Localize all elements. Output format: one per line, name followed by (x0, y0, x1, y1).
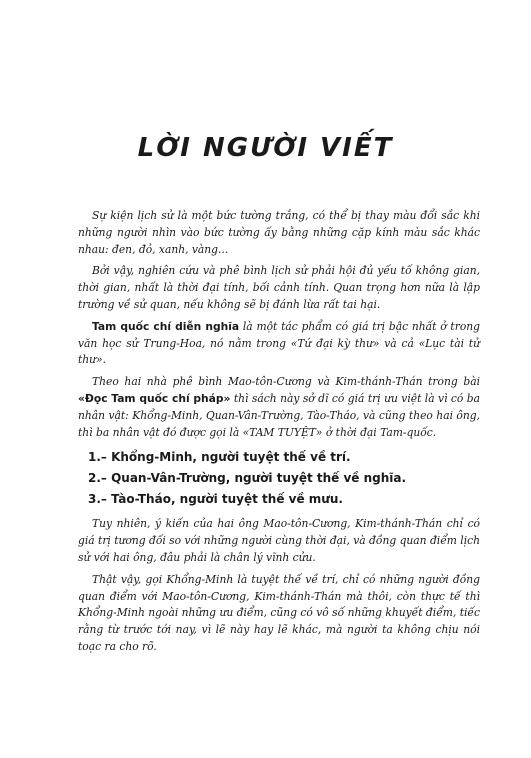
paragraph-3-text: là một tác phẩm có giá trị bậc nhất ở trong văn học sử Trung-Hoa, nó nằm trong «Tứ đại kỳ thư» và cả «Lục tài tử thư». (78, 319, 480, 367)
paragraph-1: Sự kiện lịch sử là một bức tường trắng, có thể bị thay màu đổi sắc khi những người nhìn vào bức tường ấy bằng những cặp kính màu sắc khác nhau: đen, đỏ, xanh, vàng... (78, 209, 480, 256)
list-item: 3.– Tào-Tháo, người tuyệt thế về mưu. (88, 492, 343, 507)
paragraph-3 (78, 319, 480, 369)
paragraph-4 (78, 374, 480, 441)
paragraph-6: Thật vậy, gọi Khổng-Minh là tuyệt thế về trí, chỉ có những người đồng quan điểm với Mao-tôn-Cương, Kim-thánh-Thán mà thôi, còn thực tế thì Khổng-Minh ngoài những ưu điểm, cũng có vô số những khuyết điểm, tiếc rằng từ trước tới nay, vì lẽ này hay lẽ khác, mà người ta không chịu nói toạc ra cho rõ. (78, 572, 480, 653)
book-title-bold: Tam quốc chí diễn nghĩa (92, 319, 240, 333)
paragraph-2: Bởi vậy, nghiên cứu và phê bình lịch sử phải hội đủ yếu tố không gian, thời gian, nhất là thời đại tính, bối cảnh tính. Quan trọng hơn nữa là lập trường về sử quan, nếu không sẽ bị đánh lừa rất tai hại. (78, 264, 480, 311)
paragraph-4-text-a: Theo hai nhà phê bình Mao-tôn-Cương và Kim-thánh-Thán trong bài (92, 375, 480, 389)
text-body (78, 208, 480, 661)
list-item: 2.– Quan-Vân-Trường, người tuyệt thế về nghĩa. (88, 471, 407, 486)
page-title: LỜI NGƯỜI VIẾT (137, 133, 394, 163)
paragraph-4-text-b: thì sách này sở dĩ có giá trị ưu việt là vì có ba nhân vật: Khổng-Minh, Quan-Vân-Trường, Tào-Tháo, và cũng theo hai ông, thì ba nhân vật đó được gọi là «TAM TUYỆT» ở thời đại Tam-quốc. (78, 391, 481, 439)
paragraph-5: Tuy nhiên, ý kiến của hai ông Mao-tôn-Cương, Kim-thánh-Thán chỉ có giá trị tương đối so với những người cùng thời đại, và đồng quan điểm lịch sử với hai ông, đâu phải là chân lý vĩnh cửu. (78, 517, 481, 564)
essay-title-bold: «Đọc Tam quốc chí pháp» (78, 391, 231, 405)
tam-tuyet-list (78, 447, 480, 510)
list-item: 1.– Khổng-Minh, người tuyệt thế về trí. (88, 450, 351, 465)
